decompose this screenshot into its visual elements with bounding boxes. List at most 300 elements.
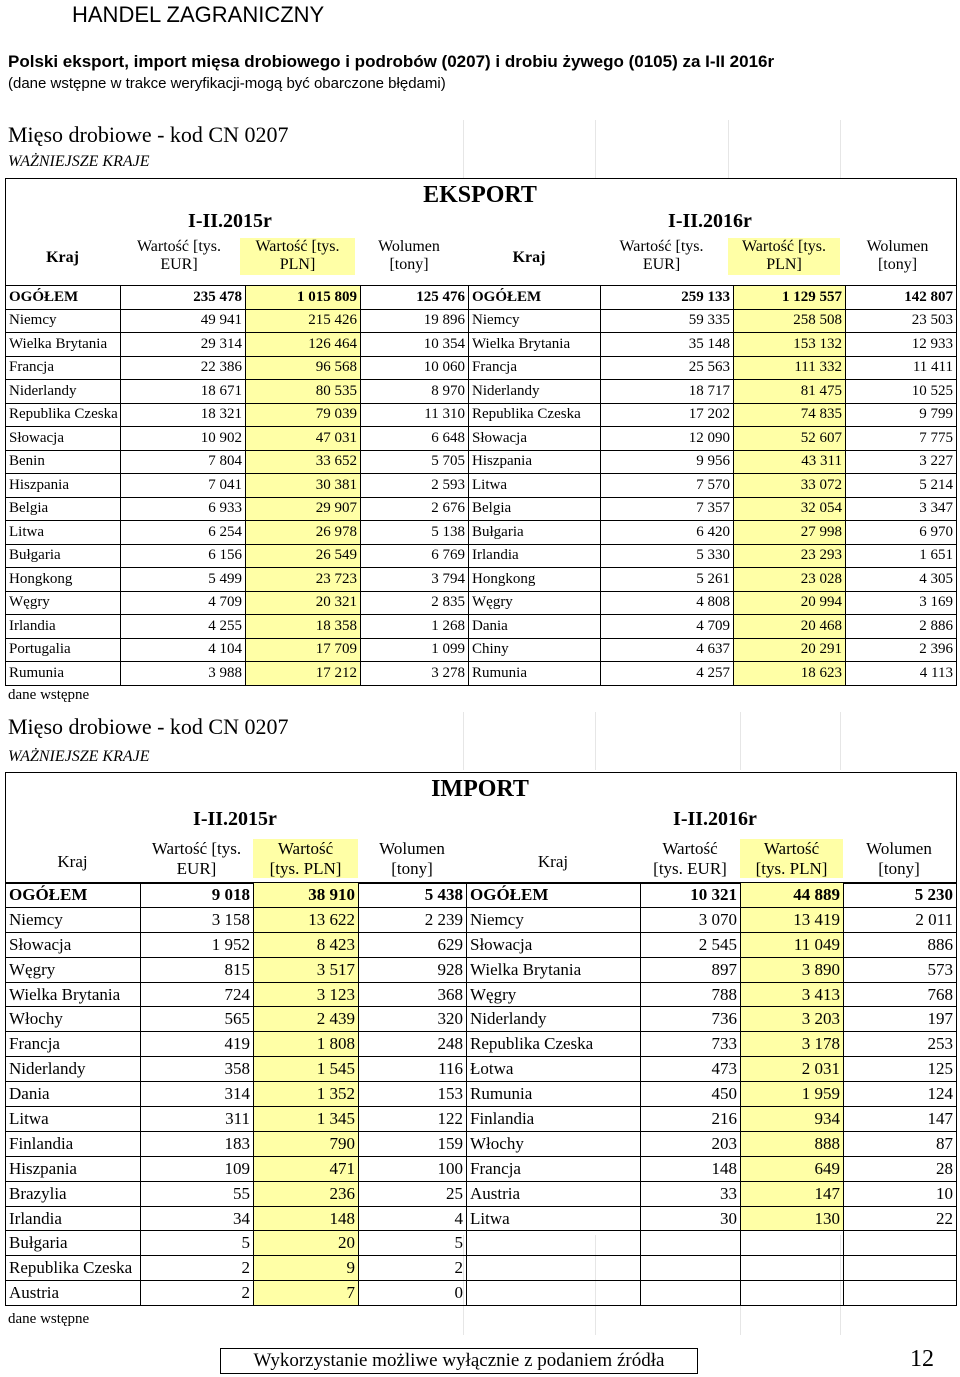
export-table-row <box>6 615 957 639</box>
volume-cell: 4 113 <box>846 662 957 686</box>
volume-cell: 8 970 <box>361 380 469 404</box>
value-eur-cell: 5 330 <box>601 544 734 568</box>
export-col-vol-b: Wolumen [tony] <box>866 238 929 274</box>
country-cell: Włochy <box>6 1007 141 1032</box>
country-cell: Portugalia <box>6 638 121 662</box>
value-pln-cell: 258 508 <box>734 309 846 333</box>
volume-cell: 5 138 <box>361 521 469 545</box>
volume-cell: 10 <box>844 1181 957 1206</box>
country-cell: Wielka Brytania <box>6 333 121 357</box>
country-cell: OGÓŁEM <box>6 286 121 310</box>
value-eur-cell: 419 <box>141 1032 254 1057</box>
value-pln-cell: 20 468 <box>734 615 846 639</box>
volume-cell: 124 <box>844 1082 957 1107</box>
value-eur-cell: 18 321 <box>121 403 246 427</box>
import-table-row <box>6 1156 957 1181</box>
value-eur-cell: 10 321 <box>641 883 741 908</box>
volume-cell: 248 <box>359 1032 467 1057</box>
export-period-2015: I-II.2015r <box>188 210 272 232</box>
value-pln-cell: 27 998 <box>734 521 846 545</box>
value-pln-cell: 30 381 <box>246 474 361 498</box>
volume-cell: 147 <box>844 1107 957 1132</box>
value-eur-cell: 55 <box>141 1181 254 1206</box>
volume-cell: 253 <box>844 1032 957 1057</box>
country-cell: Węgry <box>469 591 601 615</box>
import-period-2016: I-II.2016r <box>673 808 757 830</box>
import-section-title: Mięso drobiowe - kod CN 0207 <box>8 714 289 739</box>
value-eur-cell: 314 <box>141 1082 254 1107</box>
value-pln-cell: 1 808 <box>254 1032 359 1057</box>
volume-cell: 6 648 <box>361 427 469 451</box>
country-cell: Irlandia <box>6 615 121 639</box>
value-pln-cell: 11 049 <box>741 932 844 957</box>
volume-cell: 3 227 <box>846 450 957 474</box>
import-table-row <box>6 1057 957 1082</box>
country-cell: Dania <box>6 1082 141 1107</box>
value-eur-cell: 30 <box>641 1206 741 1231</box>
country-cell: Niemcy <box>6 907 141 932</box>
value-pln-cell: 130 <box>741 1206 844 1231</box>
import-table-row <box>6 1181 957 1206</box>
import-col-eur-b: Wartość [tys. EUR] <box>653 839 727 878</box>
value-eur-cell: 4 637 <box>601 638 734 662</box>
value-pln-cell: 81 475 <box>734 380 846 404</box>
export-table-row <box>6 309 957 333</box>
country-cell: Niemcy <box>6 309 121 333</box>
value-eur-cell: 6 254 <box>121 521 246 545</box>
country-cell: Węgry <box>6 957 141 982</box>
value-pln-cell: 1 129 557 <box>734 286 846 310</box>
volume-cell: 2 593 <box>361 474 469 498</box>
value-eur-cell: 2 <box>141 1281 254 1306</box>
export-col-kraj-a: Kraj <box>46 249 79 266</box>
country-cell: Hongkong <box>6 568 121 592</box>
country-cell: Bułgaria <box>469 521 601 545</box>
value-eur-cell <box>641 1256 741 1281</box>
volume-cell: 125 476 <box>361 286 469 310</box>
import-table-row <box>6 932 957 957</box>
country-cell: Rumunia <box>467 1082 641 1107</box>
import-table-row <box>6 957 957 982</box>
export-table-row <box>6 591 957 615</box>
country-cell: Hiszpania <box>6 474 121 498</box>
value-eur-cell: 18 671 <box>121 380 246 404</box>
import-table-row <box>6 1107 957 1132</box>
footer-source-notice: Wykorzystanie możliwe wyłącznie z podaniem źródła <box>220 1348 698 1374</box>
value-pln-cell: 7 <box>254 1281 359 1306</box>
value-pln-cell: 934 <box>741 1107 844 1132</box>
value-eur-cell: 10 902 <box>121 427 246 451</box>
country-cell <box>467 1231 641 1256</box>
export-table-row <box>6 380 957 404</box>
export-table-row <box>6 474 957 498</box>
country-cell: Benin <box>6 450 121 474</box>
volume-cell: 125 <box>844 1057 957 1082</box>
country-cell: Republika Czeska <box>467 1032 641 1057</box>
value-pln-cell: 44 889 <box>741 883 844 908</box>
volume-cell: 886 <box>844 932 957 957</box>
value-eur-cell: 5 <box>141 1231 254 1256</box>
value-pln-cell: 17 212 <box>246 662 361 686</box>
value-pln-cell: 23 028 <box>734 568 846 592</box>
volume-cell <box>844 1256 957 1281</box>
value-pln-cell: 236 <box>254 1181 359 1206</box>
country-cell: Litwa <box>6 1107 141 1132</box>
value-pln-cell: 47 031 <box>246 427 361 451</box>
value-pln-cell: 20 291 <box>734 638 846 662</box>
volume-cell: 159 <box>359 1131 467 1156</box>
volume-cell: 0 <box>359 1281 467 1306</box>
import-col-eur-a: Wartość [tys. EUR] <box>151 839 242 878</box>
export-col-eur-a: Wartość [tys. EUR] <box>136 238 222 274</box>
import-col-pln-b: Wartość [tys. PLN] <box>740 839 843 878</box>
value-eur-cell: 733 <box>641 1032 741 1057</box>
volume-cell: 3 169 <box>846 591 957 615</box>
value-eur-cell: 33 <box>641 1181 741 1206</box>
value-pln-cell: 215 426 <box>246 309 361 333</box>
value-pln-cell: 3 123 <box>254 982 359 1007</box>
country-cell: Irlandia <box>469 544 601 568</box>
value-pln-cell <box>741 1231 844 1256</box>
volume-cell: 11 310 <box>361 403 469 427</box>
value-pln-cell: 80 535 <box>246 380 361 404</box>
volume-cell: 573 <box>844 957 957 982</box>
value-eur-cell: 736 <box>641 1007 741 1032</box>
import-table-row <box>6 1032 957 1057</box>
value-eur-cell: 22 386 <box>121 356 246 380</box>
volume-cell: 320 <box>359 1007 467 1032</box>
volume-cell: 2 676 <box>361 497 469 521</box>
value-eur-cell <box>641 1281 741 1306</box>
volume-cell: 116 <box>359 1057 467 1082</box>
import-col-pln-a: Wartość [tys. PLN] <box>253 839 358 878</box>
country-cell: Wielka Brytania <box>469 333 601 357</box>
country-cell: Francja <box>467 1156 641 1181</box>
import-period-2015: I-II.2015r <box>193 808 277 830</box>
value-pln-cell: 26 549 <box>246 544 361 568</box>
volume-cell: 2 886 <box>846 615 957 639</box>
import-note: dane wstępne <box>8 1311 90 1327</box>
country-cell: Hiszpania <box>469 450 601 474</box>
country-cell: Niderlandy <box>6 380 121 404</box>
value-pln-cell: 126 464 <box>246 333 361 357</box>
value-eur-cell: 6 420 <box>601 521 734 545</box>
import-label: IMPORT <box>431 776 529 802</box>
value-eur-cell: 450 <box>641 1082 741 1107</box>
value-pln-cell: 1 959 <box>741 1082 844 1107</box>
volume-cell: 11 411 <box>846 356 957 380</box>
country-cell: Węgry <box>467 982 641 1007</box>
country-cell: Austria <box>6 1281 141 1306</box>
volume-cell: 10 525 <box>846 380 957 404</box>
import-table <box>5 882 957 1306</box>
country-cell: Francja <box>6 1032 141 1057</box>
value-pln-cell: 23 293 <box>734 544 846 568</box>
country-cell: Niemcy <box>469 309 601 333</box>
value-pln-cell: 649 <box>741 1156 844 1181</box>
country-cell: OGÓŁEM <box>6 883 141 908</box>
volume-cell: 4 305 <box>846 568 957 592</box>
volume-cell: 9 799 <box>846 403 957 427</box>
volume-cell: 5 705 <box>361 450 469 474</box>
export-note: dane wstępne <box>8 687 90 703</box>
volume-cell: 368 <box>359 982 467 1007</box>
country-cell: Litwa <box>6 521 121 545</box>
value-pln-cell: 38 910 <box>254 883 359 908</box>
country-cell: Hongkong <box>469 568 601 592</box>
import-col-kraj-a: Kraj <box>57 852 88 871</box>
value-pln-cell: 3 203 <box>741 1007 844 1032</box>
value-eur-cell: 34 <box>141 1206 254 1231</box>
value-pln-cell: 1 352 <box>254 1082 359 1107</box>
volume-cell: 5 214 <box>846 474 957 498</box>
value-pln-cell: 2 031 <box>741 1057 844 1082</box>
import-section-subtitle: WAŻNIEJSZE KRAJE <box>8 748 150 765</box>
value-pln-cell <box>741 1256 844 1281</box>
volume-cell: 5 230 <box>844 883 957 908</box>
export-col-pln-b: Wartość [tys. PLN] <box>728 238 840 275</box>
value-pln-cell: 1 545 <box>254 1057 359 1082</box>
volume-cell: 87 <box>844 1131 957 1156</box>
value-eur-cell: 3 070 <box>641 907 741 932</box>
volume-cell: 2 239 <box>359 907 467 932</box>
value-pln-cell: 3 890 <box>741 957 844 982</box>
export-table <box>5 285 957 686</box>
volume-cell: 2 396 <box>846 638 957 662</box>
country-cell: Wielka Brytania <box>467 957 641 982</box>
country-cell: Niderlandy <box>6 1057 141 1082</box>
volume-cell: 10 354 <box>361 333 469 357</box>
value-pln-cell: 18 623 <box>734 662 846 686</box>
volume-cell: 28 <box>844 1156 957 1181</box>
value-pln-cell: 20 <box>254 1231 359 1256</box>
volume-cell: 1 268 <box>361 615 469 639</box>
value-eur-cell: 897 <box>641 957 741 982</box>
country-cell: Niemcy <box>467 907 641 932</box>
export-label: EKSPORT <box>423 182 537 208</box>
value-eur-cell: 9 018 <box>141 883 254 908</box>
volume-cell: 122 <box>359 1107 467 1132</box>
value-pln-cell: 111 332 <box>734 356 846 380</box>
import-table-row <box>6 1131 957 1156</box>
value-eur-cell: 7 570 <box>601 474 734 498</box>
volume-cell: 629 <box>359 932 467 957</box>
value-eur-cell: 259 133 <box>601 286 734 310</box>
value-pln-cell: 147 <box>741 1181 844 1206</box>
value-eur-cell: 5 499 <box>121 568 246 592</box>
volume-cell: 5 <box>359 1231 467 1256</box>
volume-cell: 25 <box>359 1181 467 1206</box>
export-col-pln-a: Wartość [tys. PLN] <box>240 238 355 275</box>
volume-cell: 153 <box>359 1082 467 1107</box>
country-cell: Łotwa <box>467 1057 641 1082</box>
value-pln-cell: 8 423 <box>254 932 359 957</box>
value-eur-cell: 6 156 <box>121 544 246 568</box>
value-eur-cell: 7 357 <box>601 497 734 521</box>
export-col-eur-b: Wartość [tys. EUR] <box>619 238 704 274</box>
country-cell: Dania <box>469 615 601 639</box>
value-pln-cell: 888 <box>741 1131 844 1156</box>
import-table-row <box>6 907 957 932</box>
export-table-row <box>6 427 957 451</box>
volume-cell: 6 970 <box>846 521 957 545</box>
value-eur-cell: 3 158 <box>141 907 254 932</box>
value-pln-cell: 790 <box>254 1131 359 1156</box>
volume-cell: 3 278 <box>361 662 469 686</box>
value-pln-cell: 43 311 <box>734 450 846 474</box>
report-subtitle: Polski eksport, import mięsa drobiowego i podrobów (0207) i drobiu żywego (0105) za I-II 2016r <box>8 52 775 71</box>
value-eur-cell: 788 <box>641 982 741 1007</box>
value-pln-cell: 148 <box>254 1206 359 1231</box>
export-col-kraj-b: Kraj <box>512 249 546 266</box>
country-cell: Finlandia <box>467 1107 641 1132</box>
country-cell: Litwa <box>469 474 601 498</box>
volume-cell: 1 099 <box>361 638 469 662</box>
country-cell: Włochy <box>467 1131 641 1156</box>
value-pln-cell: 29 907 <box>246 497 361 521</box>
value-eur-cell: 235 478 <box>121 286 246 310</box>
country-cell: Słowacja <box>6 932 141 957</box>
volume-cell: 2 011 <box>844 907 957 932</box>
value-pln-cell: 52 607 <box>734 427 846 451</box>
volume-cell: 2 <box>359 1256 467 1281</box>
volume-cell: 6 769 <box>361 544 469 568</box>
value-eur-cell: 311 <box>141 1107 254 1132</box>
value-eur-cell: 2 <box>141 1256 254 1281</box>
value-eur-cell: 17 202 <box>601 403 734 427</box>
volume-cell: 197 <box>844 1007 957 1032</box>
country-cell: Chiny <box>469 638 601 662</box>
value-eur-cell: 815 <box>141 957 254 982</box>
value-pln-cell: 9 <box>254 1256 359 1281</box>
volume-cell: 7 775 <box>846 427 957 451</box>
country-cell: Słowacja <box>6 427 121 451</box>
value-eur-cell: 109 <box>141 1156 254 1181</box>
country-cell: Irlandia <box>6 1206 141 1231</box>
volume-cell: 4 <box>359 1206 467 1231</box>
value-pln-cell: 32 054 <box>734 497 846 521</box>
value-eur-cell: 4 257 <box>601 662 734 686</box>
volume-cell: 3 794 <box>361 568 469 592</box>
value-pln-cell: 26 978 <box>246 521 361 545</box>
export-total-row <box>6 286 957 310</box>
export-table-row <box>6 638 957 662</box>
volume-cell: 5 438 <box>359 883 467 908</box>
country-cell: OGÓŁEM <box>469 286 601 310</box>
value-pln-cell: 3 178 <box>741 1032 844 1057</box>
value-pln-cell: 153 132 <box>734 333 846 357</box>
value-pln-cell: 96 568 <box>246 356 361 380</box>
value-pln-cell: 20 321 <box>246 591 361 615</box>
import-col-vol-b: Wolumen [tony] <box>866 839 932 878</box>
value-eur-cell: 29 314 <box>121 333 246 357</box>
country-cell: Republika Czeska <box>6 403 121 427</box>
value-eur-cell: 6 933 <box>121 497 246 521</box>
export-table-row <box>6 333 957 357</box>
country-cell: Francja <box>6 356 121 380</box>
value-eur-cell: 4 808 <box>601 591 734 615</box>
value-eur-cell: 216 <box>641 1107 741 1132</box>
import-table-row <box>6 1256 957 1281</box>
country-cell: Słowacja <box>469 427 601 451</box>
value-eur-cell: 4 709 <box>121 591 246 615</box>
country-cell: Rumunia <box>6 662 121 686</box>
volume-cell: 100 <box>359 1156 467 1181</box>
value-pln-cell: 471 <box>254 1156 359 1181</box>
value-pln-cell: 74 835 <box>734 403 846 427</box>
country-cell: Węgry <box>6 591 121 615</box>
value-eur-cell <box>641 1231 741 1256</box>
country-cell: Francja <box>469 356 601 380</box>
import-table-row <box>6 1206 957 1231</box>
country-cell: OGÓŁEM <box>467 883 641 908</box>
value-pln-cell: 3 517 <box>254 957 359 982</box>
country-cell: Finlandia <box>6 1131 141 1156</box>
report-subtitle-note: (dane wstępne w trakce weryfikacji-mogą być obarczone błędami) <box>8 75 446 92</box>
country-cell: Belgia <box>469 497 601 521</box>
value-pln-cell: 17 709 <box>246 638 361 662</box>
volume-cell: 3 347 <box>846 497 957 521</box>
export-section-title: Mięso drobiowe - kod CN 0207 <box>8 122 289 147</box>
export-section-subtitle: WAŻNIEJSZE KRAJE <box>8 153 150 170</box>
value-pln-cell: 79 039 <box>246 403 361 427</box>
country-cell: Słowacja <box>467 932 641 957</box>
value-pln-cell: 13 419 <box>741 907 844 932</box>
import-table-row <box>6 1281 957 1306</box>
value-pln-cell: 1 015 809 <box>246 286 361 310</box>
value-pln-cell: 13 622 <box>254 907 359 932</box>
value-pln-cell <box>741 1281 844 1306</box>
value-eur-cell: 358 <box>141 1057 254 1082</box>
country-cell <box>467 1281 641 1306</box>
country-cell: Hiszpania <box>6 1156 141 1181</box>
export-table-row <box>6 450 957 474</box>
import-col-kraj-b: Kraj <box>537 852 569 871</box>
country-cell <box>467 1256 641 1281</box>
value-eur-cell: 25 563 <box>601 356 734 380</box>
value-eur-cell: 7 041 <box>121 474 246 498</box>
value-pln-cell: 2 439 <box>254 1007 359 1032</box>
export-table-row <box>6 521 957 545</box>
value-eur-cell: 473 <box>641 1057 741 1082</box>
value-eur-cell: 4 255 <box>121 615 246 639</box>
value-eur-cell: 59 335 <box>601 309 734 333</box>
country-cell: Belgia <box>6 497 121 521</box>
value-eur-cell: 724 <box>141 982 254 1007</box>
value-eur-cell: 183 <box>141 1131 254 1156</box>
value-eur-cell: 1 952 <box>141 932 254 957</box>
import-table-row <box>6 982 957 1007</box>
volume-cell: 142 807 <box>846 286 957 310</box>
country-cell: Brazylia <box>6 1181 141 1206</box>
volume-cell <box>844 1281 957 1306</box>
country-cell: Austria <box>467 1181 641 1206</box>
volume-cell: 10 060 <box>361 356 469 380</box>
value-eur-cell: 4 104 <box>121 638 246 662</box>
value-pln-cell: 3 413 <box>741 982 844 1007</box>
volume-cell: 22 <box>844 1206 957 1231</box>
value-eur-cell: 5 261 <box>601 568 734 592</box>
volume-cell: 768 <box>844 982 957 1007</box>
value-pln-cell: 18 358 <box>246 615 361 639</box>
country-cell: Bułgaria <box>6 1231 141 1256</box>
country-cell: Niderlandy <box>467 1007 641 1032</box>
value-eur-cell: 203 <box>641 1131 741 1156</box>
export-table-row <box>6 403 957 427</box>
export-table-row <box>6 544 957 568</box>
volume-cell: 12 933 <box>846 333 957 357</box>
value-pln-cell: 20 994 <box>734 591 846 615</box>
